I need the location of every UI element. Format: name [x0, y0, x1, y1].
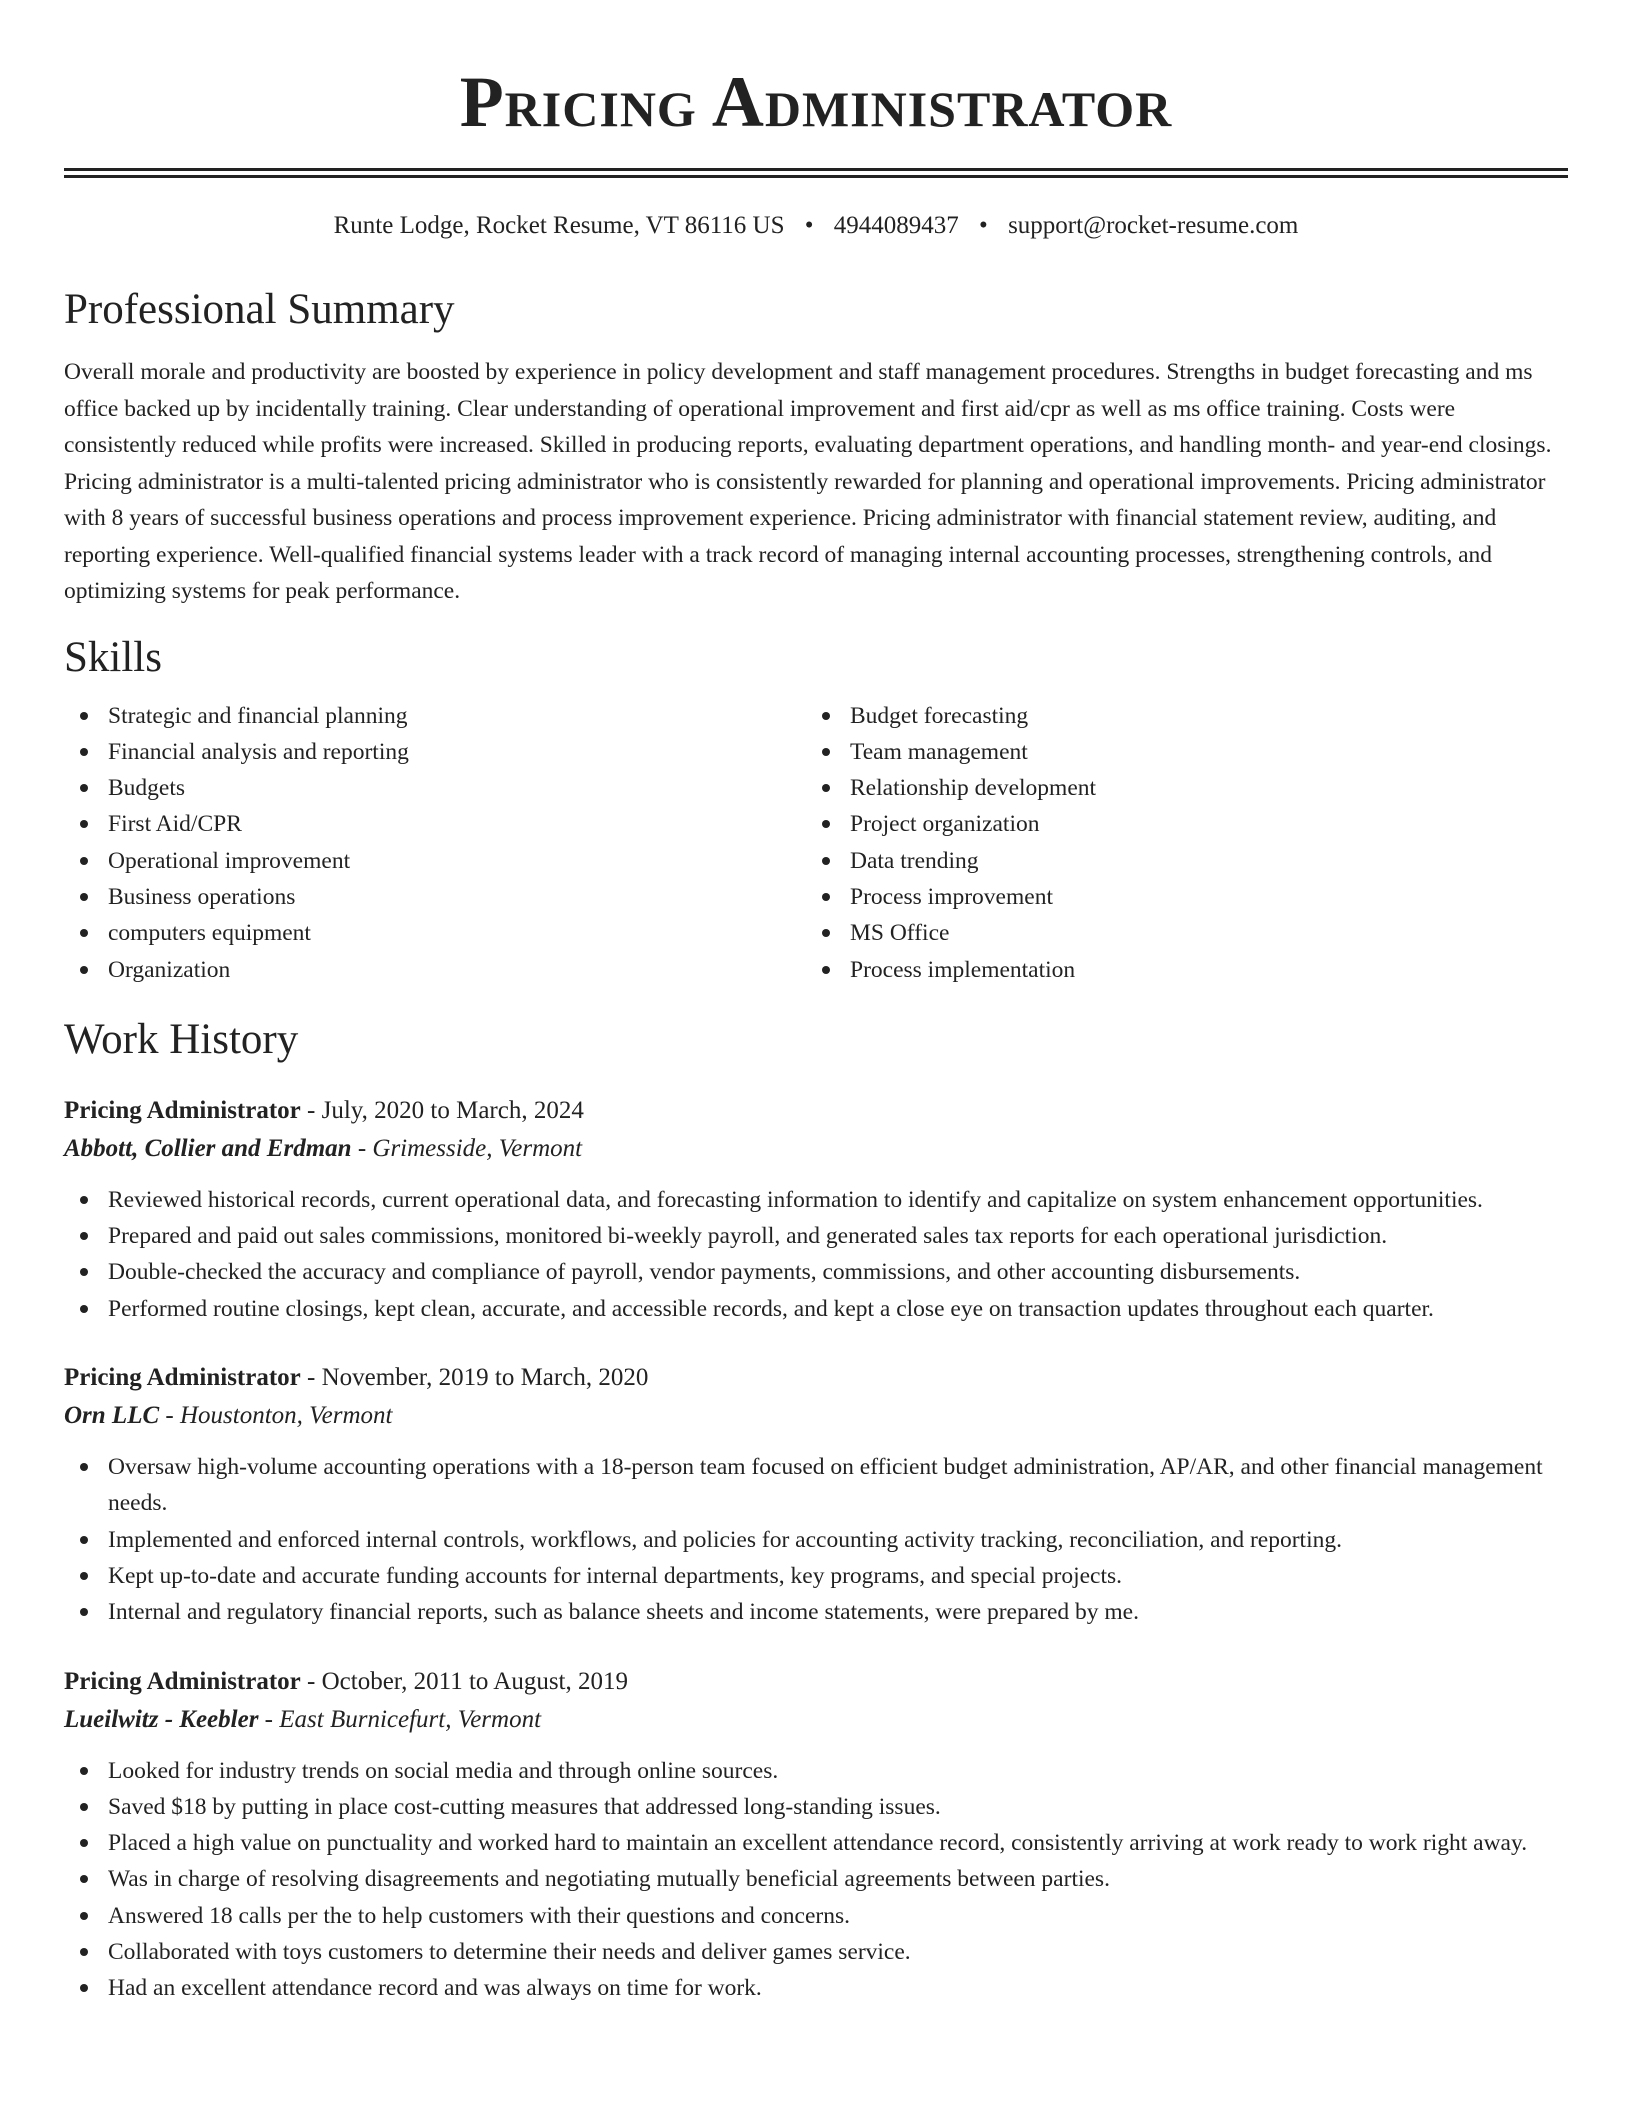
skill-item: Budget forecasting: [806, 698, 1506, 734]
job-duty: Placed a high value on punctuality and worked hard to maintain an excellent attendance record, consistently arriving at work ready to work right away.: [64, 1825, 1568, 1861]
job-company: Abbott, Collier and Erdman: [64, 1134, 352, 1162]
job-entry: [64, 1092, 1568, 1327]
skill-item: Operational improvement: [64, 843, 806, 879]
job-title-line: [64, 1663, 1568, 1701]
job-title-line: [64, 1359, 1568, 1397]
job-company-line: [64, 1397, 1568, 1435]
job-entry: [64, 1359, 1568, 1630]
job-duties-list: [64, 1182, 1568, 1327]
summary-paragraph: Overall morale and productivity are boosted by experience in policy development and staff management procedures. Strengths in budget forecasting and ms office backed up by incidentally training. Clear understanding of operational improvement and first aid/cpr as well as ms office training. Costs were consistently reduced while profits were increased. Skilled in producing reports, evaluating department operations, and handling month- and year-end closings. Pricing administrator is a multi-talented pricing administrator who is consistently rewarded for planning and operational improvements. Pricing administrator with 8 years of successful business operations and process improvement experience. Pricing administrator with financial statement review, auditing, and reporting experience. Well-qualified financial systems leader with a track record of managing internal accounting processes, strengthening controls, and optimizing systems for peak performance.: [64, 359, 1552, 604]
skill-item: MS Office: [806, 915, 1506, 951]
job-company-line: [64, 1701, 1568, 1739]
contact-phone: 4944089437: [833, 212, 959, 239]
job-location: - Grimesside, Vermont: [351, 1134, 583, 1162]
job-duty: Kept up-to-date and accurate funding accounts for internal departments, key programs, and special projects.: [64, 1558, 1568, 1594]
job-duty: Internal and regulatory financial reports, such as balance sheets and income statements, were prepared by me.: [64, 1594, 1568, 1630]
section-heading-summary: Professional Summary: [64, 286, 455, 333]
skill-item: Process implementation: [806, 952, 1506, 988]
skills-column-left: [64, 698, 806, 988]
skill-item: Strategic and financial planning: [64, 698, 806, 734]
resume-title: Pricing Administrator: [459, 62, 1173, 142]
skill-item: Financial analysis and reporting: [64, 734, 806, 770]
job-duty: Saved $18 by putting in place cost-cutting measures that addressed long-standing issues.: [64, 1789, 1568, 1825]
job-company: Lueilwitz - Keebler: [64, 1705, 259, 1733]
bullet-separator: •: [804, 212, 814, 239]
contact-email: support@rocket-resume.com: [1008, 212, 1299, 239]
job-duty: Performed routine closings, kept clean, accurate, and accessible records, and kept a close eye on transaction updates throughout each quarter.: [64, 1291, 1568, 1327]
skill-item: Relationship development: [806, 770, 1506, 806]
skill-item: Organization: [64, 952, 806, 988]
job-entry: [64, 1663, 1568, 2007]
contact-line: [64, 210, 1568, 242]
job-role: Pricing Administrator: [64, 1096, 301, 1124]
skill-item: Team management: [806, 734, 1506, 770]
job-title-line: [64, 1092, 1568, 1130]
job-role: Pricing Administrator: [64, 1364, 301, 1392]
job-duty: Implemented and enforced internal controls, workflows, and policies for accounting activity tracking, reconciliation, and reporting.: [64, 1522, 1568, 1558]
skill-item: Project organization: [806, 806, 1506, 842]
job-location: - East Burnicefurt, Vermont: [258, 1705, 542, 1733]
bullet-separator: •: [979, 212, 988, 239]
job-duty: Prepared and paid out sales commissions, monitored bi-weekly payroll, and generated sales tax reports for each operational jurisdiction.: [64, 1218, 1568, 1254]
job-duties-list: [64, 1753, 1568, 2007]
job-duty: Looked for industry trends on social media and through online sources.: [64, 1753, 1568, 1789]
job-duty: Was in charge of resolving disagreements and negotiating mutually beneficial agreements between parties.: [64, 1861, 1568, 1897]
job-duty: Had an excellent attendance record and was always on time for work.: [64, 1970, 1568, 2006]
skill-item: computers equipment: [64, 915, 806, 951]
section-heading-skills: Skills: [64, 633, 162, 681]
skill-item: Data trending: [806, 843, 1506, 879]
job-role: Pricing Administrator: [64, 1667, 301, 1695]
job-dates: - October, 2011 to August, 2019: [300, 1667, 628, 1695]
job-duty: Double-checked the accuracy and compliance of payroll, vendor payments, commissions, and other accounting disbursements.: [64, 1254, 1568, 1290]
job-company-line: [64, 1130, 1568, 1168]
skills-list: [64, 698, 1568, 988]
title-double-rule: [64, 168, 1568, 178]
contact-address: Runte Lodge, Rocket Resume, VT 86116 US: [333, 212, 785, 239]
job-duty: Collaborated with toys customers to determine their needs and deliver games service.: [64, 1934, 1568, 1970]
skill-item: First Aid/CPR: [64, 806, 806, 842]
skill-item: Process improvement: [806, 879, 1506, 915]
job-duty: Reviewed historical records, current operational data, and forecasting information to identify and capitalize on system enhancement opportunities.: [64, 1182, 1568, 1218]
job-location: - Houstonton, Vermont: [159, 1402, 393, 1430]
job-company: Orn LLC: [64, 1402, 160, 1430]
job-dates: - November, 2019 to March, 2020: [300, 1364, 649, 1392]
job-duties-list: [64, 1449, 1568, 1630]
section-heading-work-history: Work History: [64, 1015, 299, 1063]
job-duty: Oversaw high-volume accounting operations with a 18-person team focused on efficient budget administration, AP/AR, and other financial management needs.: [64, 1449, 1568, 1522]
job-duty: Answered 18 calls per the to help customers with their questions and concerns.: [64, 1898, 1568, 1934]
skill-item: Business operations: [64, 879, 806, 915]
job-dates: - July, 2020 to March, 2024: [300, 1096, 584, 1124]
skill-item: Budgets: [64, 770, 806, 806]
skills-column-right: [806, 698, 1506, 988]
